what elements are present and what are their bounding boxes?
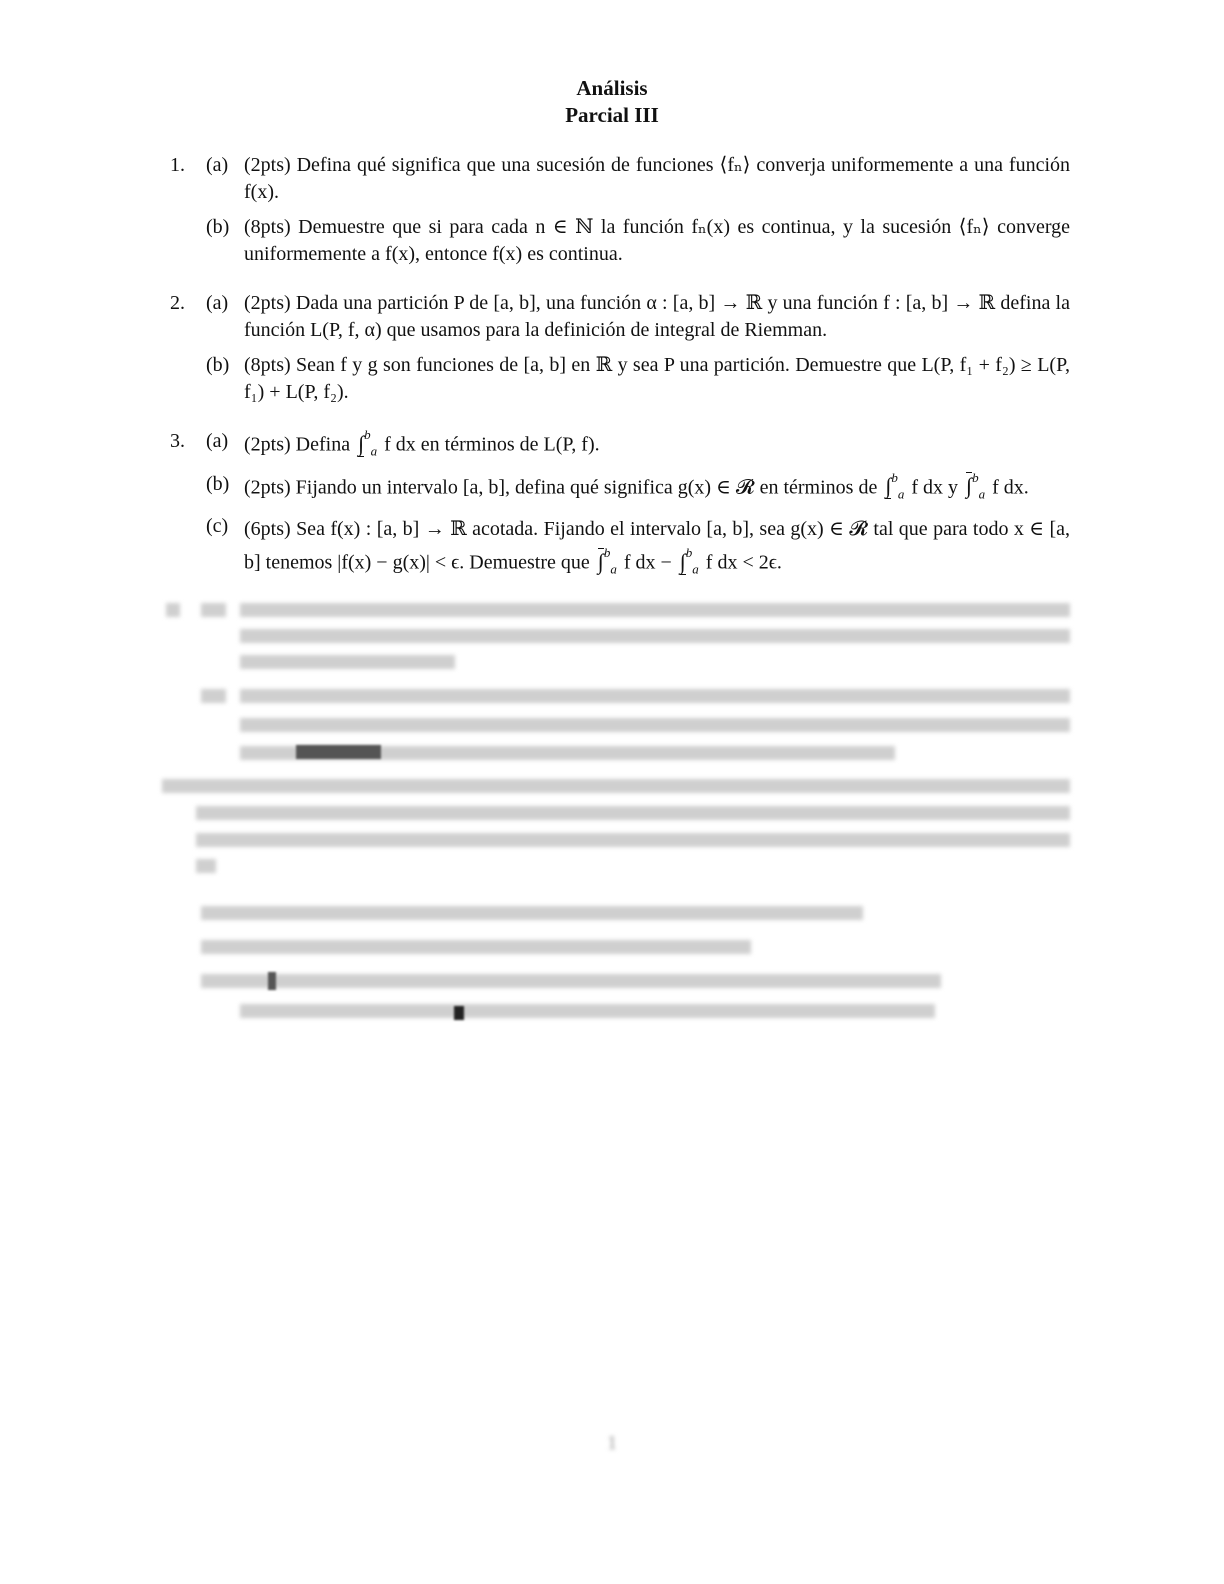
lower-integral: ∫$^b_a$ xyxy=(679,545,699,577)
course-title: Análisis xyxy=(576,76,648,100)
question-3b xyxy=(206,471,1070,506)
question-1 xyxy=(170,152,1070,276)
item-label: (c) xyxy=(206,515,229,538)
exam-content xyxy=(170,152,1070,1029)
item-label: (b) xyxy=(206,472,230,495)
text-segment: (2pts) Defina xyxy=(244,433,351,456)
lower-integral: ∫$^b_a$ xyxy=(358,427,378,459)
item-label: (b) xyxy=(206,216,230,238)
question-3 xyxy=(170,428,1070,589)
question-number: 3. xyxy=(170,430,185,452)
question-number: 2. xyxy=(170,292,185,314)
text-segment: f dx. xyxy=(992,476,1029,499)
text-segment: f dx en términos de L(P, f). xyxy=(384,433,600,456)
item-text: (8pts) Sean f y g son funciones de [a, b] en ℝ y sea P una partición. Demuestre que L(P, f₁ + f₂) ≥ L(P, f₁) + L(P, f₂). xyxy=(244,354,1070,403)
upper-integral: ∫$^b_a$ xyxy=(966,469,986,502)
item-label: (a) xyxy=(206,292,229,314)
question-1b xyxy=(206,214,1070,268)
item-label: (a) xyxy=(206,430,229,452)
text-segment: f dx y xyxy=(911,476,959,499)
page-number: 1 xyxy=(607,1432,617,1454)
lower-integral: ∫$^b_a$ xyxy=(885,469,905,502)
redacted-question-4 xyxy=(166,603,1074,779)
text-segment: (2pts) Fijando un intervalo [a, b], defina qué significa g(x) ∈ 𝓡 en términos de xyxy=(244,476,878,499)
item-text: (2pts) Dada una partición P de [a, b], una función α : [a, b] → ℝ y una función f : [a, b] → ℝ defina la función L(P, f, α) que usamos para la definición de integral de Riemman. xyxy=(244,292,1070,341)
question-2a xyxy=(206,290,1070,344)
question-number: 1. xyxy=(170,154,185,176)
text-segment: (6pts) Sea f(x) : [a, b] → ℝ acotada. Fijando el intervalo [a, b], sea g(x) ∈ 𝓡 tal que para todo x ∈ [a, b] tenemos |f(x) − g(x)| < ϵ. Demuestre que xyxy=(244,518,1070,574)
question-1a xyxy=(206,152,1070,206)
redacted-question-5 xyxy=(166,779,1074,1029)
item-label: (a) xyxy=(206,154,229,176)
item-text: (2pts) Defina qué significa que una sucesión de funciones ⟨fₙ⟩ converja uniformemente a una función f(x). xyxy=(244,154,1070,203)
exam-title: Parcial III xyxy=(565,103,659,127)
question-3c xyxy=(206,513,1070,581)
text-segment: f dx < 2ϵ. xyxy=(705,551,782,574)
item-label: (b) xyxy=(206,354,230,376)
question-3a xyxy=(206,428,1070,463)
item-text: (8pts) Demuestre que si para cada n ∈ ℕ la función fₙ(x) es continua, y la sucesión ⟨fₙ⟩ converge uniformemente a f(x), entonce f(x) es continua. xyxy=(244,216,1070,265)
question-2 xyxy=(170,290,1070,414)
upper-integral: ∫$^b_a$ xyxy=(597,545,617,577)
question-2b xyxy=(206,352,1070,406)
text-segment: f dx − xyxy=(623,551,672,574)
